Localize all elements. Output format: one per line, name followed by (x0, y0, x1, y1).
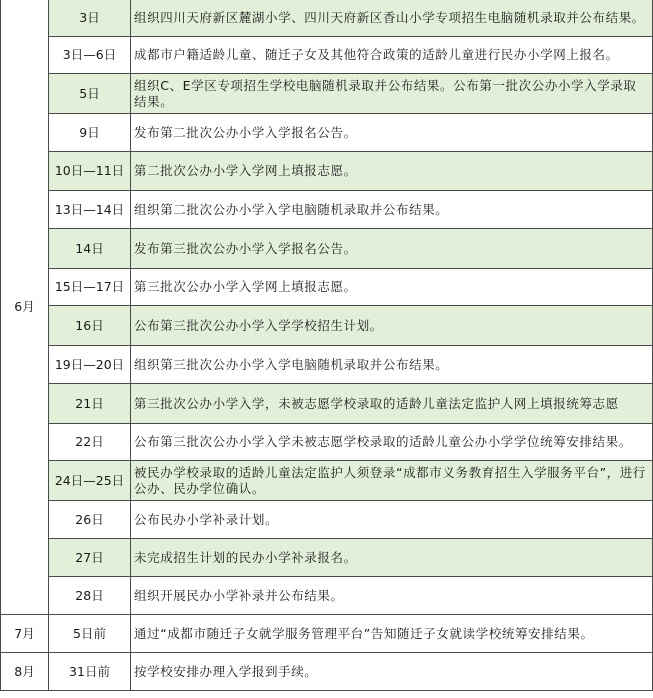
table-row (1, 577, 653, 615)
event-cell: 组织第二批次公办小学入学电脑随机录取并公布结果。 (131, 191, 653, 229)
month-cell-august: 8月 (1, 653, 49, 691)
table-row (1, 346, 653, 384)
table-row (1, 152, 653, 191)
date-cell: 16日 (49, 306, 131, 346)
date-cell: 24日—25日 (49, 461, 131, 501)
date-cell: 10日—11日 (49, 152, 131, 191)
table-row (1, 37, 653, 74)
date-cell: 5日 (49, 74, 131, 114)
event-cell: 组织开展民办小学补录并公布结果。 (131, 577, 653, 615)
date-cell: 26日 (49, 501, 131, 539)
date-cell: 31日前 (49, 653, 131, 691)
table-row (1, 306, 653, 346)
table-row (1, 461, 653, 501)
date-cell: 5日前 (49, 615, 131, 653)
table-row (1, 229, 653, 269)
table-row (1, 615, 653, 653)
event-cell: 公布民办小学补录计划。 (131, 501, 653, 539)
event-cell: 发布第二批次公办小学入学报名公告。 (131, 114, 653, 152)
table-row (1, 269, 653, 306)
table-row (1, 74, 653, 114)
table-row (1, 0, 653, 37)
date-cell: 22日 (49, 424, 131, 461)
table-row (1, 384, 653, 424)
table-row (1, 539, 653, 577)
table-row (1, 501, 653, 539)
event-cell: 被民办学校录取的适龄儿童法定监护人须登录“成都市义务教育招生入学服务平台”，进行公办、民办学位确认。 (131, 461, 653, 501)
date-cell: 9日 (49, 114, 131, 152)
date-cell: 21日 (49, 384, 131, 424)
event-cell: 成都市户籍适龄儿童、随迁子女及其他符合政策的适龄儿童进行民办小学网上报名。 (131, 37, 653, 74)
month-cell-june: 6月 (1, 0, 49, 615)
date-cell: 28日 (49, 577, 131, 615)
event-cell: 公布第三批次公办小学入学学校招生计划。 (131, 306, 653, 346)
date-cell: 19日—20日 (49, 346, 131, 384)
date-cell: 14日 (49, 229, 131, 269)
event-cell: 未完成招生计划的民办小学补录报名。 (131, 539, 653, 577)
date-cell: 15日—17日 (49, 269, 131, 306)
event-cell: 通过“成都市随迁子女就学服务管理平台”告知随迁子女就读学校统筹安排结果。 (131, 615, 653, 653)
table-row (1, 653, 653, 691)
event-cell: 组织第三批次公办小学入学电脑随机录取并公布结果。 (131, 346, 653, 384)
event-cell: 发布第三批次公办小学入学报名公告。 (131, 229, 653, 269)
date-cell: 13日—14日 (49, 191, 131, 229)
date-cell: 3日 (49, 0, 131, 37)
month-cell-july: 7月 (1, 615, 49, 653)
table-row (1, 114, 653, 152)
table-row (1, 191, 653, 229)
table-row (1, 424, 653, 461)
event-cell: 公布第三批次公办小学入学未被志愿学校录取的适龄儿童公办小学学位统筹安排结果。 (131, 424, 653, 461)
date-cell: 3日—6日 (49, 37, 131, 74)
event-cell: 第三批次公办小学入学，未被志愿学校录取的适龄儿童法定监护人网上填报统筹志愿 (131, 384, 653, 424)
date-cell: 27日 (49, 539, 131, 577)
event-cell: 组织四川天府新区麓湖小学、四川天府新区香山小学专项招生电脑随机录取并公布结果。 (131, 0, 653, 37)
event-cell: 按学校安排办理入学报到手续。 (131, 653, 653, 691)
event-cell: 第三批次公办小学入学网上填报志愿。 (131, 269, 653, 306)
event-cell: 组织C、E学区专项招生学校电脑随机录取并公布结果。公布第一批次公办小学入学录取结果。 (131, 74, 653, 114)
event-cell: 第二批次公办小学入学网上填报志愿。 (131, 152, 653, 191)
